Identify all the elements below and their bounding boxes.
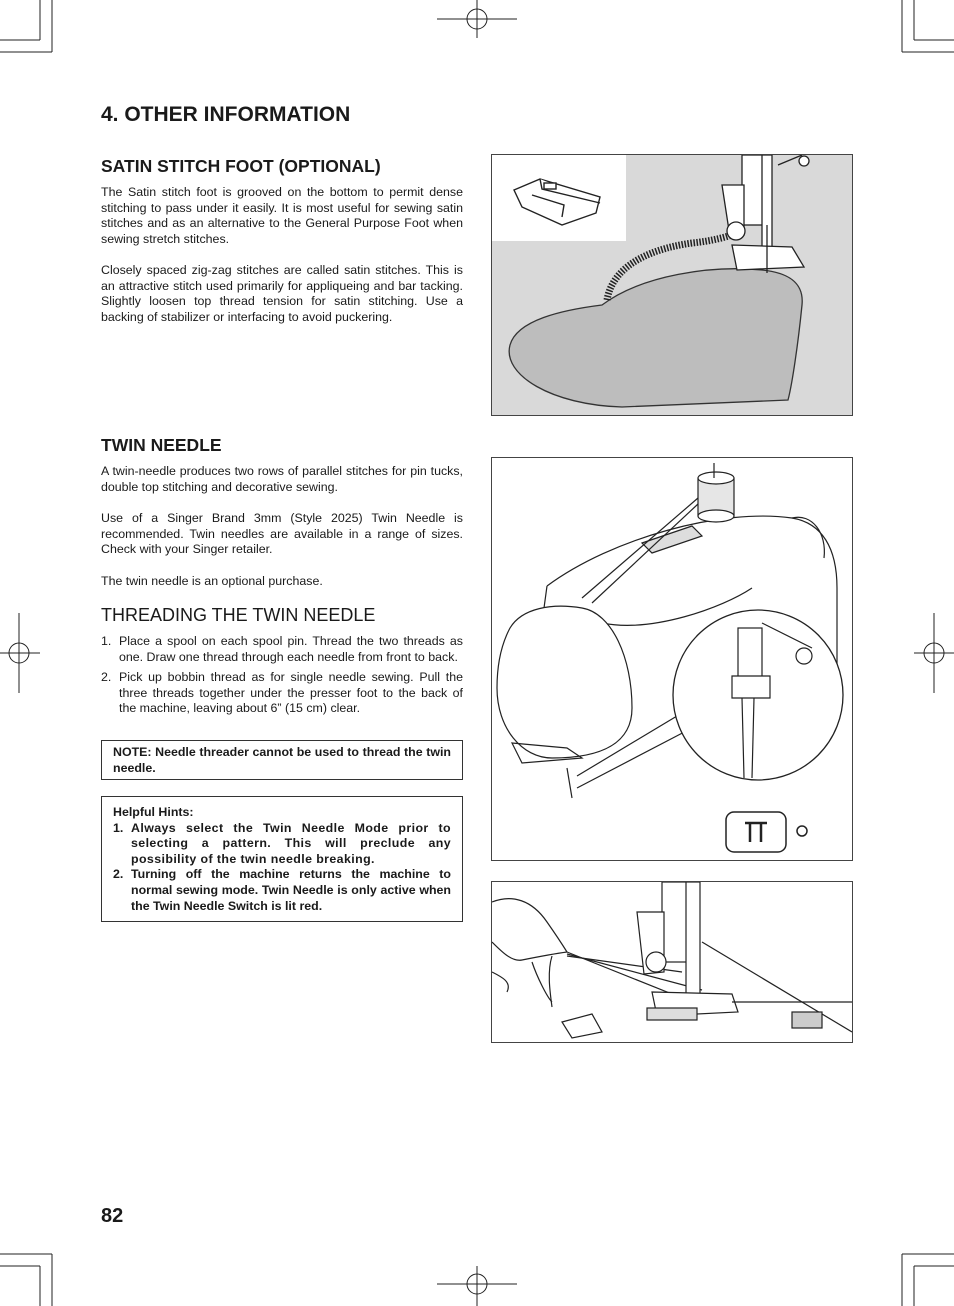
twin-paragraph-2: Use of a Singer Brand 3mm (Style 2025) Twin Needle is recommended. Twin needles are available in a range of sizes. Check with your Singer retailer. (101, 511, 463, 557)
twin-needle-switch-icon (726, 812, 786, 852)
threading-step (101, 634, 463, 665)
step-number: 1. (101, 634, 112, 648)
hints-title: Helpful Hints: (113, 805, 194, 819)
hint-text: Always select the Twin Needle Mode prior to selecting a pattern. This will preclude any possibility of the twin needle breaking. (131, 820, 451, 866)
satin-stitch-figure (491, 154, 853, 416)
step-text: Pick up bobbin thread as for single needle sewing. Pull the three threads together under the presser foot to the back of the machine, leaving about 6” (15 cm) clear. (119, 670, 463, 716)
hint-text: Turning off the machine returns the machine to normal sewing mode. Twin Needle is only active when the Twin Needle Switch is lit red. (131, 867, 451, 913)
threading-steps (101, 634, 463, 717)
twin-paragraph-3: The twin needle is an optional purchase. (101, 574, 323, 588)
indicator-led-icon (797, 826, 807, 836)
hint-item (113, 821, 451, 868)
hint-item (113, 867, 451, 914)
twin-needle-machine-figure (491, 457, 853, 861)
twin-paragraph-1: A twin-needle produces two rows of parallel stitches for pin tucks, double top stitching and decorative sewing. (101, 464, 463, 494)
satin-paragraph-1: The Satin stitch foot is grooved on the bottom to permit dense stitching to pass under it easily. It is most useful for sewing satin stitches and as an alternative to the General Purpose Foot when sewing stretch stitches. (101, 185, 463, 246)
helpful-hints-box (101, 796, 463, 922)
page-number: 82 (101, 1205, 124, 1227)
satin-paragraph-2: Closely spaced zig-zag stitches are called satin stitches. This is an attractive stitch used primarily for appliqueing and bar tacking. Slightly loosen top thread tension for satin stitching. Use a backing of stabilizer or interfacing to avoid puckering. (101, 263, 463, 324)
page-title: 4. OTHER INFORMATION (101, 103, 351, 126)
twin-heading: TWIN NEEDLE (101, 435, 222, 455)
hint-number: 2. (113, 867, 124, 882)
threading-heading: THREADING THE TWIN NEEDLE (101, 605, 376, 625)
threading-step (101, 670, 463, 717)
step-text: Place a spool on each spool pin. Thread the two threads as one. Draw one thread through each needle from front to back. (119, 634, 463, 664)
note-box: NOTE: Needle threader cannot be used to thread the twin needle. (101, 740, 463, 780)
step-number: 2. (101, 670, 112, 685)
satin-heading: SATIN STITCH FOOT (OPTIONAL) (101, 156, 381, 176)
pulling-threads-figure (491, 881, 853, 1043)
hint-number: 1. (113, 820, 124, 835)
